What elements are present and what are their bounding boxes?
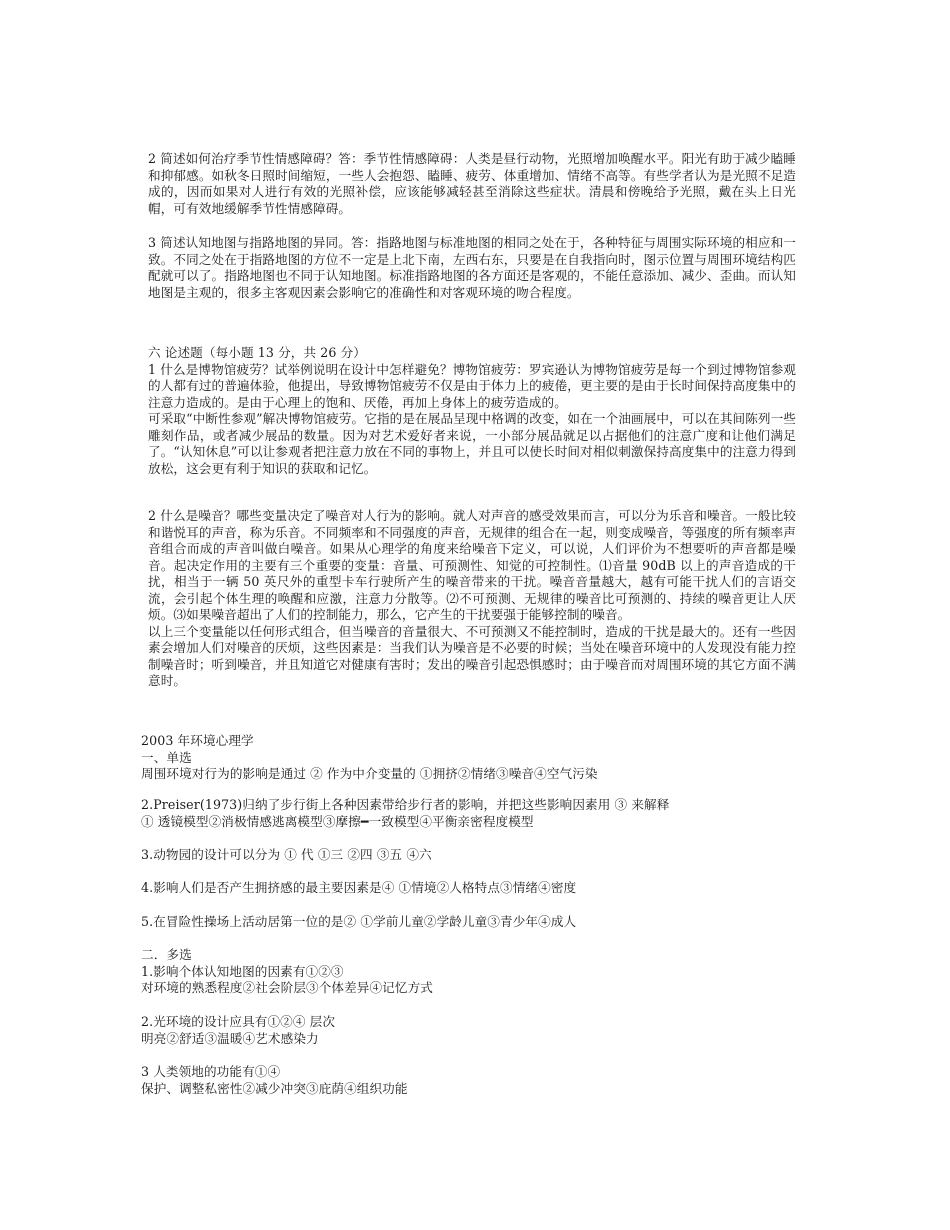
section-heading: 二．多选 [141, 947, 192, 962]
question-options: 对环境的熟悉程度②社会阶层③个体差异④记忆方式 [141, 980, 433, 995]
exam-title: 2003 年环境心理学 [141, 733, 254, 748]
question-options: ① 透镜模型②消极情感逃离模型③摩擦━一致模型④平衡亲密程度模型 [141, 813, 534, 829]
paragraph: 以上三个变量能以任何形式组合，但当噪音的音量很大、不可预测又不能控制时，造成的干扰是最大的。还有一些因素会增加人们对噪音的厌烦，这些因素是：当我们认为噪音是不必要的时候；当处在噪音环境中的人发现没有能力控制噪音时；听到噪音，并且知道它对健康有害时；发出的噪音引起恐惧感时；由于噪音而对周围环境的其它方面不满意时。 [148, 623, 796, 688]
question-block [141, 847, 781, 864]
question-block [141, 1014, 781, 1047]
question-block [141, 914, 781, 931]
question-block [141, 1064, 781, 1097]
short-answer-2 [148, 151, 796, 217]
question: 周围环境对行为的影响是通过 ② 作为中介变量的 ①拥挤②情绪③噪音④空气污染 [141, 766, 598, 781]
question-block [141, 880, 781, 897]
paragraph: 2 简述如何治疗季节性情感障碍？答：季节性情感障碍：人类是昼行动物，光照增加唤醒水平。阳光有助于减少瞌睡和抑郁感。如秋冬日照时间缩短，一些人会抱怨、瞌睡、疲劳、体重增加、情绪不高等。有些学者认为是光照不足造成的，因而如果对人进行有效的光照补偿，应该能够减轻甚至消除这些症状。清晨和傍晚给予光照，戴在头上日光帽，可有效地缓解季节性情感障碍。 [148, 151, 796, 216]
question: 2.Preiser(1973)归纳了步行街上各种因素带给步行者的影响，并把这些影响因素用 ③ 来解释 [141, 797, 670, 812]
question: 3.动物园的设计可以分为 ① 代 ①三 ②四 ③五 ④六 [141, 847, 432, 862]
question: 5.在冒险性操场上活动居第一位的是② ①学前儿童②学龄儿童③青少年④成人 [141, 914, 577, 929]
short-answer-3 [148, 235, 796, 301]
question: 1.影响个体认知地图的因素有①②③ [141, 963, 344, 979]
question-options: 保护、调整私密性②减少冲突③庇荫④组织功能 [141, 1080, 408, 1096]
question-block [141, 797, 781, 830]
section-heading: 六 论述题（每小题 13 分，共 26 分） [148, 345, 366, 360]
paragraph: 1 什么是博物馆疲劳？试举例说明在设计中怎样避免？博物馆疲劳：罗宾逊认为博物馆疲劳是每一个到过博物馆参观的人都有过的普遍体验，他提出，导致博物馆疲劳不仅是由于体力上的疲倦，更主要的是由于长时间保持高度集中的注意力造成的。是由于心理上的饱和、厌倦，再加上身体上的疲劳造成的。 [148, 361, 796, 410]
question: 4.影响人们是否产生拥挤感的最主要因素是④ ①情境②人格特点③情绪④密度 [141, 880, 577, 895]
essay-section [148, 345, 796, 477]
section-heading: 一、单选 [141, 749, 192, 765]
paragraph: 3 简述认知地图与指路地图的异同。答：指路地图与标准地图的相同之处在于，各种特征与周围实际环境的相应和一致。不同之处在于指路地图的方位不一定是上北下南，左西右东，只要是在自我指向时，图示位置与周围环境结构匹配就可以了。指路地图也不同于认知地图。标准指路地图的各方面还是客观的，不能任意添加、减少、歪曲。而认知地图是主观的，很多主客观因素会影响它的准确性和对客观环境的吻合程度。 [148, 235, 796, 300]
paragraph: 可采取“中断性参观”解决博物馆疲劳。它指的是在展品呈现中格调的改变，如在一个油画展中，可以在其间陈列一些雕刻作品，或者减少展品的数量。因为对艺术爱好者来说，一小部分展品就足以占据他们的注意广度和让他们满足了。“认知休息”可以让参观者把注意力放在不同的事物上，并且可以使长时间对相似刺激保持高度集中的注意力得到放松，这会更有利于知识的获取和记忆。 [148, 411, 796, 476]
exam-2003-multiple-choice [141, 947, 781, 997]
question: 2.光环境的设计应具有①②④ 层次 [141, 1014, 336, 1029]
exam-2003-single-choice [141, 733, 781, 783]
essay-question-2 [148, 508, 796, 690]
paragraph: 2 什么是噪音？哪些变量决定了噪音对人行为的影响。就人对声音的感受效果而言，可以分为乐音和噪音。一般比较和谐悦耳的声音，称为乐音。不同频率和不同强度的声音，无规律的组合在一起，则变成噪音，等强度的所有频率声音组合而成的声音叫做白噪音。如果从心理学的角度来给噪音下定义，可以说，人们评价为不想要听的声音都是噪音。起决定作用的主要有三个重要的变量：音量、可预测性、知觉的可控制性。⑴音量 90dB 以上的声音造成的干扰，相当于一辆 50 英尺外的重型卡车行驶所产生的噪音带来的干扰。噪音音量越大，越有可能干扰人们的言语交流，会引起个体生理的唤醒和应激，注意力分散等。⑵不可预测、无规律的噪音比可预测的、持续的噪音更让人厌烦。⑶如果噪音超出了人们的控制能力，那么，它产生的干扰要强于能够控制的噪音。 [148, 508, 796, 622]
question-options: 明亮②舒适③温暖④艺术感染力 [141, 1030, 319, 1046]
question: 3 人类领地的功能有①④ [141, 1064, 281, 1079]
